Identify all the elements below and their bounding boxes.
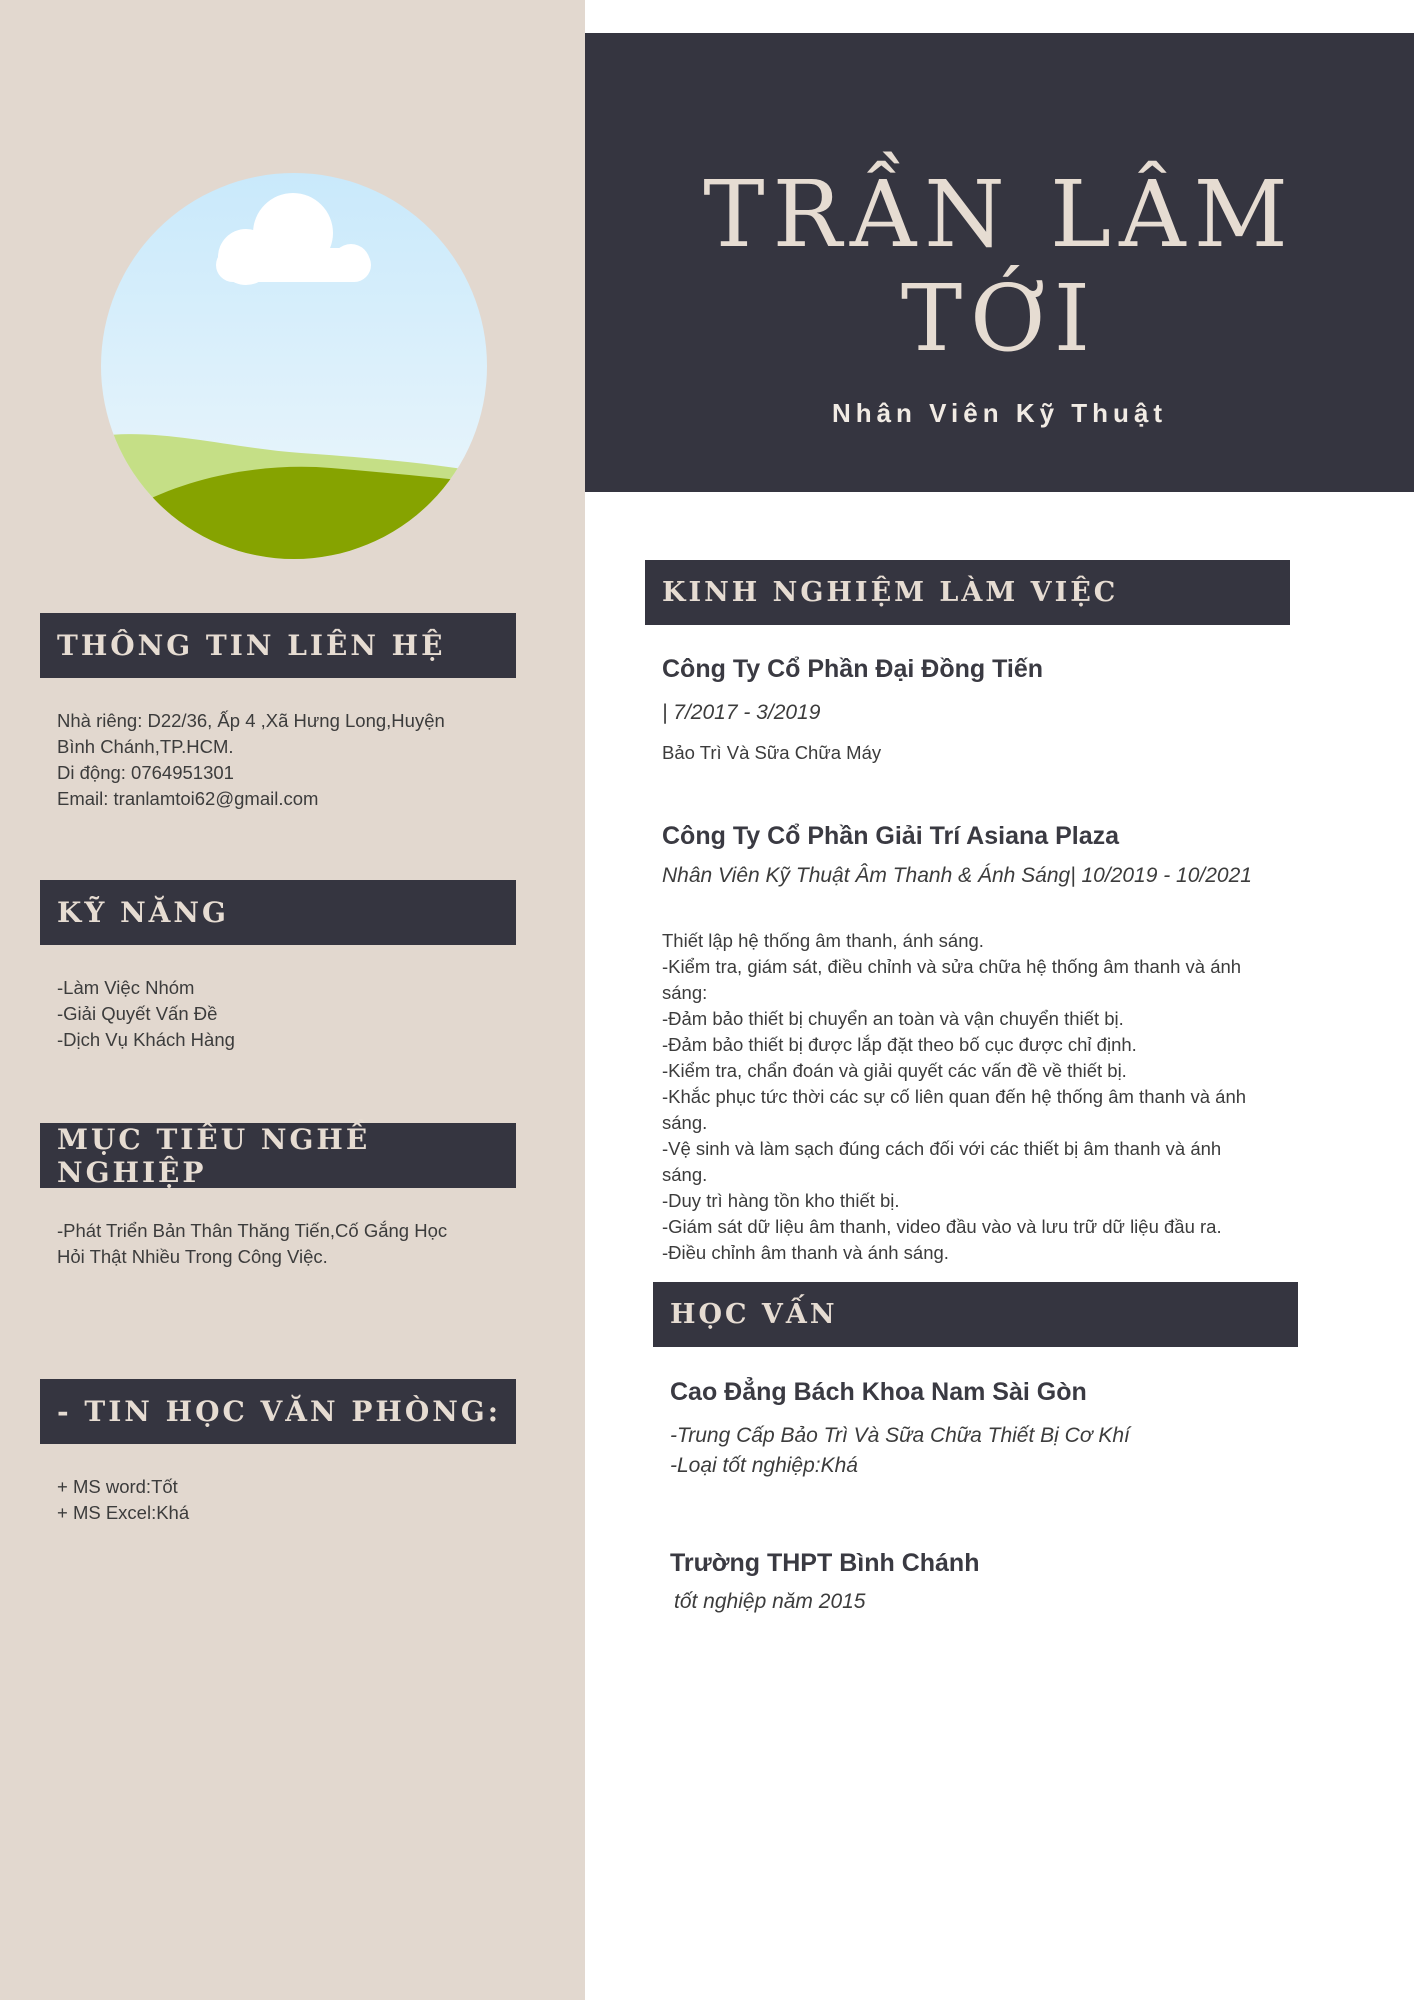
school-details: -Trung Cấp Bảo Trì Và Sữa Chữa Thiết Bị Cơ Khí -Loại tốt nghiệp:Khá [670, 1424, 1130, 1477]
school-name: Cao Đẳng Bách Khoa Nam Sài Gòn [670, 1378, 1087, 1406]
skills-list: -Làm Việc Nhóm -Giải Quyết Vấn Đề -Dịch Vụ Khách Hàng [57, 977, 235, 1050]
school-details: tốt nghiệp năm 2015 [674, 1590, 866, 1613]
job-description: Thiết lập hệ thống âm thanh, ánh sáng. -Kiểm tra, giám sát, điều chỉnh và sửa chữa hệ thống âm thanh và ánh sáng: -Đảm bảo thiết bị chuyển an toàn và vận chuyển thiết bị. -Đảm bảo thiết bị được lắp đặt theo bố cục được chỉ định. -Kiểm tra, chẩn đoán và giải quyết các vấn đề về thiết bị. -Khắc phục tức thời các sự cố liên quan đến hệ thống âm thanh và ánh sáng. -Vệ sinh và làm sạch đúng cách đối với các thiết bị âm thanh và ánh sáng. -Duy trì hàng tồn kho thiết bị. -Giám sát dữ liệu âm thanh, video đầu vào và lưu trữ dữ liệu đầu ra. -Điều chỉnh âm thanh và ánh sáng. [662, 930, 1247, 1263]
contact-heading: THÔNG TIN LIÊN HỆ [40, 613, 516, 678]
name-header [585, 33, 1414, 492]
job-description: Bảo Trì Và Sữa Chữa Máy [662, 742, 882, 763]
career-goal-heading: MỤC TIÊU NGHỀ NGHIỆP [40, 1123, 516, 1188]
school-name: Trường THPT Bình Chánh [670, 1549, 980, 1577]
office-it-heading: - TIN HỌC VĂN PHÒNG: [40, 1379, 516, 1444]
skills-heading: KỸ NĂNG [40, 880, 516, 945]
education-heading: HỌC VẤN [653, 1282, 1298, 1347]
job-title: Nhân Viên Kỹ Thuật [831, 398, 1168, 428]
person-name: TRẦN LÂM TỚI [703, 161, 1296, 372]
experience-heading: KINH NGHIỆM LÀM VIỆC [645, 560, 1290, 625]
job-company: Công Ty Cổ Phần Giải Trí Asiana Plaza [662, 822, 1120, 850]
office-it-skills: + MS word:Tốt + MS Excel:Khá [57, 1476, 190, 1523]
avatar [101, 173, 487, 559]
contact-details: Nhà riêng: D22/36, Ấp 4 ,Xã Hưng Long,Huyện Bình Chánh,TP.HCM. Di động: 0764951301 Email: tranlamtoi62@gmail.com [57, 710, 445, 809]
job-period: | 7/2017 - 3/2019 [662, 701, 821, 724]
job-period: Nhân Viên Kỹ Thuật Âm Thanh & Ánh Sáng| 10/2019 - 10/2021 [662, 864, 1252, 887]
landscape-placeholder-icon [101, 173, 487, 559]
sidebar [0, 0, 585, 2000]
career-goal-text: -Phát Triển Bản Thân Thăng Tiến,Cố Gắng Học Hỏi Thật Nhiều Trong Công Việc. [57, 1220, 448, 1267]
job-company: Công Ty Cổ Phần Đại Đồng Tiến [662, 655, 1044, 683]
